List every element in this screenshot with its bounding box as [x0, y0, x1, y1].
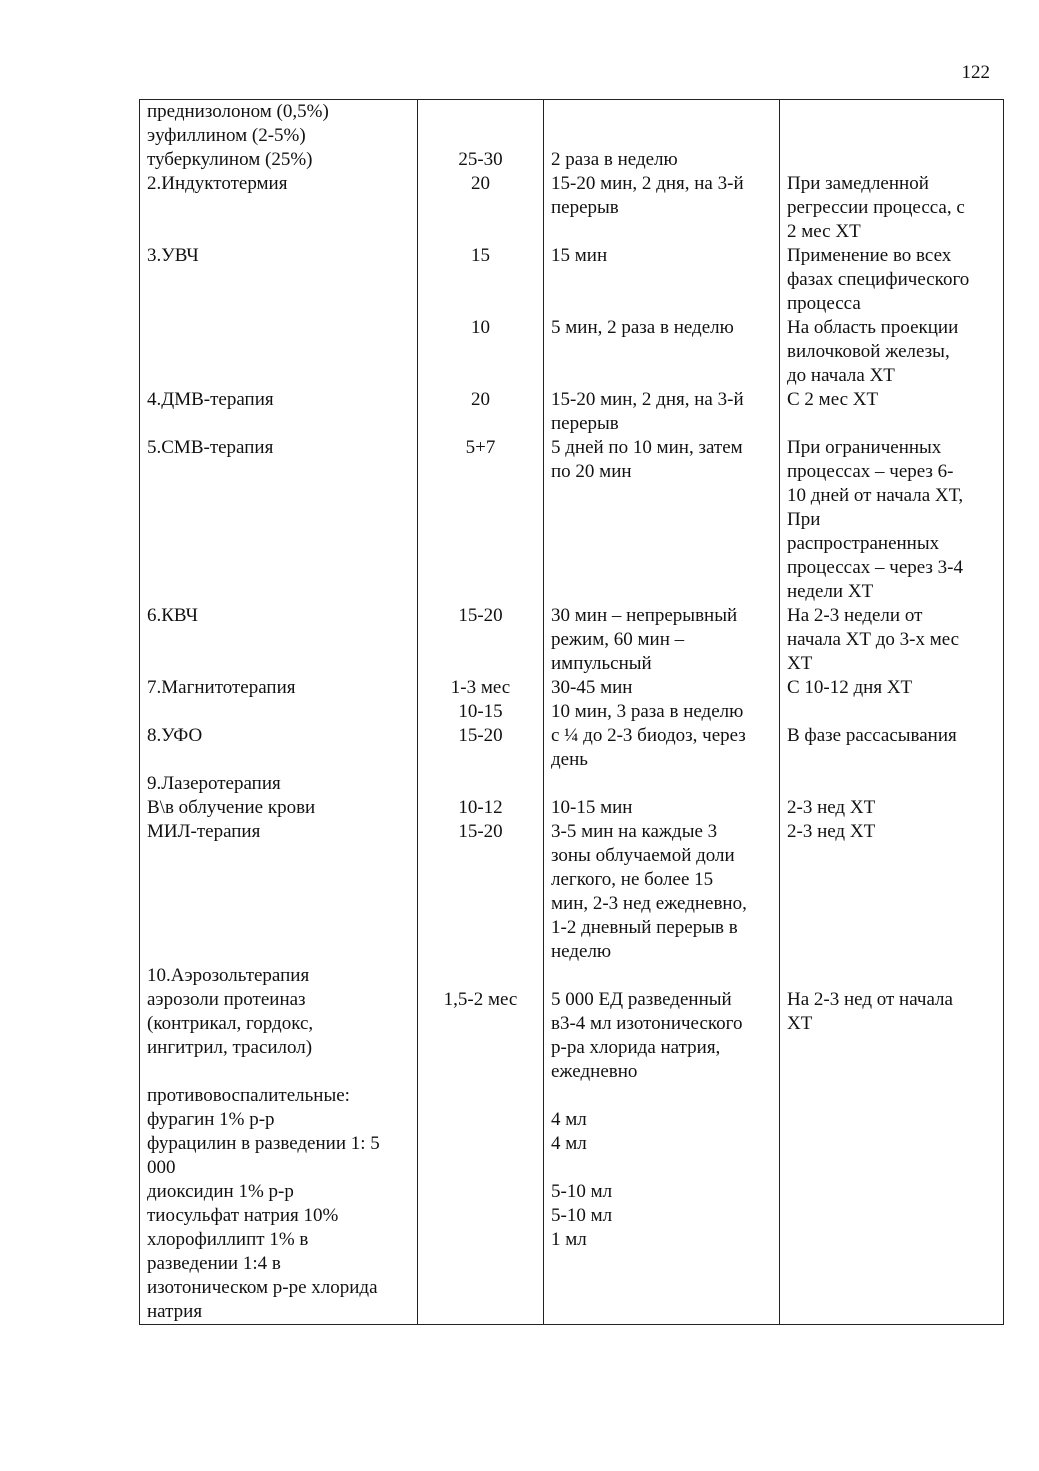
regimen-line: 30-45 мин — [551, 677, 633, 698]
days-line — [425, 1084, 536, 1108]
procedure-line — [147, 556, 410, 580]
procedure-line — [147, 316, 410, 340]
notes-line: При замедленной — [787, 173, 929, 194]
days-line — [425, 628, 536, 652]
days-line — [425, 844, 536, 868]
procedure-line: эуфиллином (2-5%) — [147, 125, 306, 146]
procedure-line — [147, 892, 410, 916]
days-line: 10-15 — [458, 701, 503, 722]
days-line — [425, 556, 536, 580]
regimen-line: 5 мин, 2 раза в неделю — [551, 317, 734, 338]
days-line — [425, 1132, 536, 1156]
procedure-line — [147, 292, 410, 316]
procedure-line: 7.Магнитотерапия — [147, 677, 296, 698]
regimen-line: 3-5 мин на каждые 3 — [551, 821, 718, 842]
notes-line: На 2-3 нед от начала — [787, 989, 953, 1010]
days-line — [425, 196, 536, 220]
regimen-line — [551, 772, 772, 796]
procedure-line — [147, 484, 410, 508]
procedure-line: 6.КВЧ — [147, 605, 198, 626]
regimen-line — [551, 292, 772, 316]
regimen-line — [551, 556, 772, 580]
procedure-line: хлорофиллипт 1% в — [147, 1229, 309, 1250]
days-line — [425, 1252, 536, 1276]
notes-line: 2-3 нед ХТ — [787, 797, 876, 818]
procedure-line — [147, 1060, 410, 1084]
notes-line: На область проекции — [787, 317, 959, 338]
days-line: 15-20 — [458, 821, 503, 842]
days-line — [425, 340, 536, 364]
notes-line: С 10-12 дня ХТ — [787, 677, 913, 698]
days-line — [425, 484, 536, 508]
procedure-line — [147, 628, 410, 652]
procedure-line — [147, 508, 410, 532]
procedure-line: 5.СМВ-терапия — [147, 437, 274, 458]
notes-line — [787, 1300, 996, 1324]
days-line — [425, 1036, 536, 1060]
days-line: 10 — [471, 317, 490, 338]
procedure-line: преднизолоном (0,5%) — [147, 101, 329, 122]
days-line — [425, 1228, 536, 1252]
days-line — [425, 124, 536, 148]
notes-line — [787, 1204, 996, 1228]
notes-line — [787, 1228, 996, 1252]
notes-line — [787, 964, 996, 988]
notes-line — [787, 1084, 996, 1108]
days-line: 1,5-2 мес — [443, 989, 518, 1010]
notes-line — [787, 1036, 996, 1060]
regimen-line: 1 мл — [551, 1229, 587, 1250]
days-line: 5+7 — [465, 437, 496, 458]
days-line: 15-20 — [458, 725, 503, 746]
notes-line — [787, 772, 996, 796]
procedure-line: аэрозоли протеиназ — [147, 989, 306, 1010]
regimen-line: ежедневно — [551, 1061, 638, 1082]
procedure-line: натрия — [147, 1301, 203, 1322]
notes-line — [787, 868, 996, 892]
notes-line — [787, 1156, 996, 1180]
procedure-line: 9.Лазеротерапия — [147, 773, 281, 794]
days-line — [425, 580, 536, 604]
notes-line — [787, 1108, 996, 1132]
days-line — [425, 772, 536, 796]
procedure-line — [147, 916, 410, 940]
days-line — [425, 1060, 536, 1084]
regimen-line — [551, 124, 772, 148]
regimen-line: 10 мин, 3 раза в неделю — [551, 701, 744, 722]
days-column — [418, 100, 544, 1325]
days-line: 15-20 — [458, 605, 503, 626]
days-line — [425, 1300, 536, 1324]
regimen-line — [551, 484, 772, 508]
notes-line — [787, 892, 996, 916]
regimen-line — [551, 1300, 772, 1324]
procedure-line: В\в облучение крови — [147, 797, 316, 818]
physiotherapy-table — [139, 99, 1004, 1325]
days-line: 10-12 — [458, 797, 503, 818]
procedure-line — [147, 268, 410, 292]
procedure-line — [147, 580, 410, 604]
notes-line: процессах – через 6- — [787, 461, 954, 482]
notes-line — [787, 844, 996, 868]
table-row — [140, 100, 1004, 1325]
procedure-line: 2.Индуктотермия — [147, 173, 288, 194]
notes-line — [787, 1252, 996, 1276]
procedure-line: фурацилин в разведении 1: 5 — [147, 1133, 380, 1154]
notes-line: вилочковой железы, — [787, 341, 950, 362]
regimen-line: 4 мл — [551, 1109, 587, 1130]
notes-line — [787, 940, 996, 964]
procedure-line — [147, 844, 410, 868]
days-line — [425, 892, 536, 916]
regimen-line — [551, 508, 772, 532]
procedure-line: 3.УВЧ — [147, 245, 199, 266]
regimen-line — [551, 532, 772, 556]
notes-line: При — [787, 509, 821, 530]
notes-line: 10 дней от начала ХТ, — [787, 485, 964, 506]
procedure-line: диоксидин 1% р-р — [147, 1181, 294, 1202]
notes-line: В фазе рассасывания — [787, 725, 957, 746]
procedure-line: изотоническом р-ре хлорида — [147, 1277, 378, 1298]
days-line: 25-30 — [458, 149, 503, 170]
notes-line — [787, 412, 996, 436]
notes-line — [787, 1180, 996, 1204]
procedure-line: МИЛ-терапия — [147, 821, 261, 842]
notes-line: распространенных — [787, 533, 940, 554]
regimen-line: 30 мин – непрерывный — [551, 605, 738, 626]
days-line — [425, 748, 536, 772]
procedure-line: 4.ДМВ-терапия — [147, 389, 274, 410]
procedure-line — [147, 340, 410, 364]
regimen-line: 5-10 мл — [551, 1181, 613, 1202]
regimen-line: 15 мин — [551, 245, 608, 266]
regimen-line — [551, 220, 772, 244]
procedure-line — [147, 364, 410, 388]
notes-line: Применение во всех — [787, 245, 952, 266]
regimen-line — [551, 268, 772, 292]
days-line — [425, 868, 536, 892]
regimen-line — [551, 1252, 772, 1276]
regimen-line: 15-20 мин, 2 дня, на 3-й — [551, 389, 744, 410]
notes-line: 2 мес ХТ — [787, 221, 861, 242]
regimen-line — [551, 340, 772, 364]
regimen-line: р-ра хлорида натрия, — [551, 1037, 721, 1058]
days-line: 15 — [471, 245, 490, 266]
days-line — [425, 1156, 536, 1180]
regimen-line: 2 раза в неделю — [551, 149, 678, 170]
days-line — [425, 460, 536, 484]
notes-line: до начала ХТ — [787, 365, 895, 386]
procedure-line — [147, 196, 410, 220]
regimen-line: неделю — [551, 941, 612, 962]
regimen-line: 5 000 ЕД разведенный — [551, 989, 732, 1010]
notes-line: процесса — [787, 293, 861, 314]
procedure-line — [147, 460, 410, 484]
regimen-line: 15-20 мин, 2 дня, на 3-й — [551, 173, 744, 194]
notes-line: С 2 мес ХТ — [787, 389, 879, 410]
days-line: 1-3 мес — [450, 677, 511, 698]
days-line — [425, 940, 536, 964]
notes-line: начала ХТ до 3-х мес — [787, 629, 960, 650]
regimen-column — [544, 100, 780, 1325]
procedure-column — [140, 100, 418, 1325]
regimen-line: режим, 60 мин – — [551, 629, 685, 650]
notes-line: ХТ — [787, 1013, 813, 1034]
regimen-line: по 20 мин — [551, 461, 632, 482]
days-line — [425, 1180, 536, 1204]
regimen-line: мин, 2-3 нед ежедневно, — [551, 893, 747, 914]
regimen-line: перерыв — [551, 197, 619, 218]
regimen-line — [551, 100, 772, 124]
procedure-line — [147, 700, 410, 724]
procedure-line: противовоспалительные: — [147, 1085, 350, 1106]
procedure-line: 10.Аэрозольтерапия — [147, 965, 310, 986]
procedure-line — [147, 940, 410, 964]
regimen-line — [551, 1084, 772, 1108]
notes-line — [787, 148, 996, 172]
regimen-line — [551, 964, 772, 988]
notes-line — [787, 1060, 996, 1084]
notes-line — [787, 916, 996, 940]
days-line — [425, 532, 536, 556]
regimen-line: день — [551, 749, 588, 770]
days-line — [425, 1012, 536, 1036]
notes-line: регрессии процесса, с — [787, 197, 965, 218]
procedure-line: разведении 1:4 в — [147, 1253, 281, 1274]
days-line — [425, 220, 536, 244]
notes-line — [787, 124, 996, 148]
days-line — [425, 916, 536, 940]
regimen-line — [551, 364, 772, 388]
procedure-line: (контрикал, гордокс, — [147, 1013, 314, 1034]
days-line: 20 — [471, 389, 490, 410]
regimen-line: в3-4 мл изотонического — [551, 1013, 743, 1034]
notes-line — [787, 748, 996, 772]
days-line — [425, 1204, 536, 1228]
notes-line: При ограниченных — [787, 437, 942, 458]
notes-line: фазах специфического — [787, 269, 970, 290]
regimen-line — [551, 1276, 772, 1300]
procedure-line — [147, 652, 410, 676]
notes-line: ХТ — [787, 653, 813, 674]
days-line — [425, 652, 536, 676]
days-line: 20 — [471, 173, 490, 194]
regimen-line — [551, 580, 772, 604]
procedure-line — [147, 868, 410, 892]
procedure-line: туберкулином (25%) — [147, 149, 313, 170]
notes-line — [787, 100, 996, 124]
procedure-line: 8.УФО — [147, 725, 203, 746]
days-line — [425, 1276, 536, 1300]
days-line — [425, 508, 536, 532]
notes-line: 2-3 нед ХТ — [787, 821, 876, 842]
procedure-line — [147, 220, 410, 244]
days-line — [425, 364, 536, 388]
procedure-line: ингитрил, трасилол) — [147, 1037, 313, 1058]
notes-line — [787, 700, 996, 724]
notes-line: На 2-3 недели от — [787, 605, 923, 626]
regimen-line: 1-2 дневный перерыв в — [551, 917, 738, 938]
procedure-line — [147, 412, 410, 436]
regimen-line: 10-15 мин — [551, 797, 633, 818]
regimen-line: 5-10 мл — [551, 1205, 613, 1226]
regimen-line: 5 дней по 10 мин, затем — [551, 437, 743, 458]
regimen-line: импульсный — [551, 653, 652, 674]
days-line — [425, 1108, 536, 1132]
procedure-line: тиосульфат натрия 10% — [147, 1205, 339, 1226]
regimen-line: с ¼ до 2-3 биодоз, через — [551, 725, 746, 746]
regimen-line: 4 мл — [551, 1133, 587, 1154]
days-line — [425, 100, 536, 124]
regimen-line: легкого, не более 15 — [551, 869, 714, 890]
days-line — [425, 412, 536, 436]
regimen-line: перерыв — [551, 413, 619, 434]
notes-line — [787, 1276, 996, 1300]
page-number: 122 — [961, 62, 990, 83]
notes-line: недели ХТ — [787, 581, 874, 602]
days-line — [425, 268, 536, 292]
notes-line — [787, 1132, 996, 1156]
notes-line: процессах – через 3-4 — [787, 557, 964, 578]
procedure-line: фурагин 1% р-р — [147, 1109, 275, 1130]
notes-column — [780, 100, 1004, 1325]
regimen-line — [551, 1156, 772, 1180]
days-line — [425, 292, 536, 316]
procedure-line — [147, 748, 410, 772]
procedure-line: 000 — [147, 1157, 176, 1178]
procedure-line — [147, 532, 410, 556]
regimen-line: зоны облучаемой доли — [551, 845, 735, 866]
days-line — [425, 964, 536, 988]
